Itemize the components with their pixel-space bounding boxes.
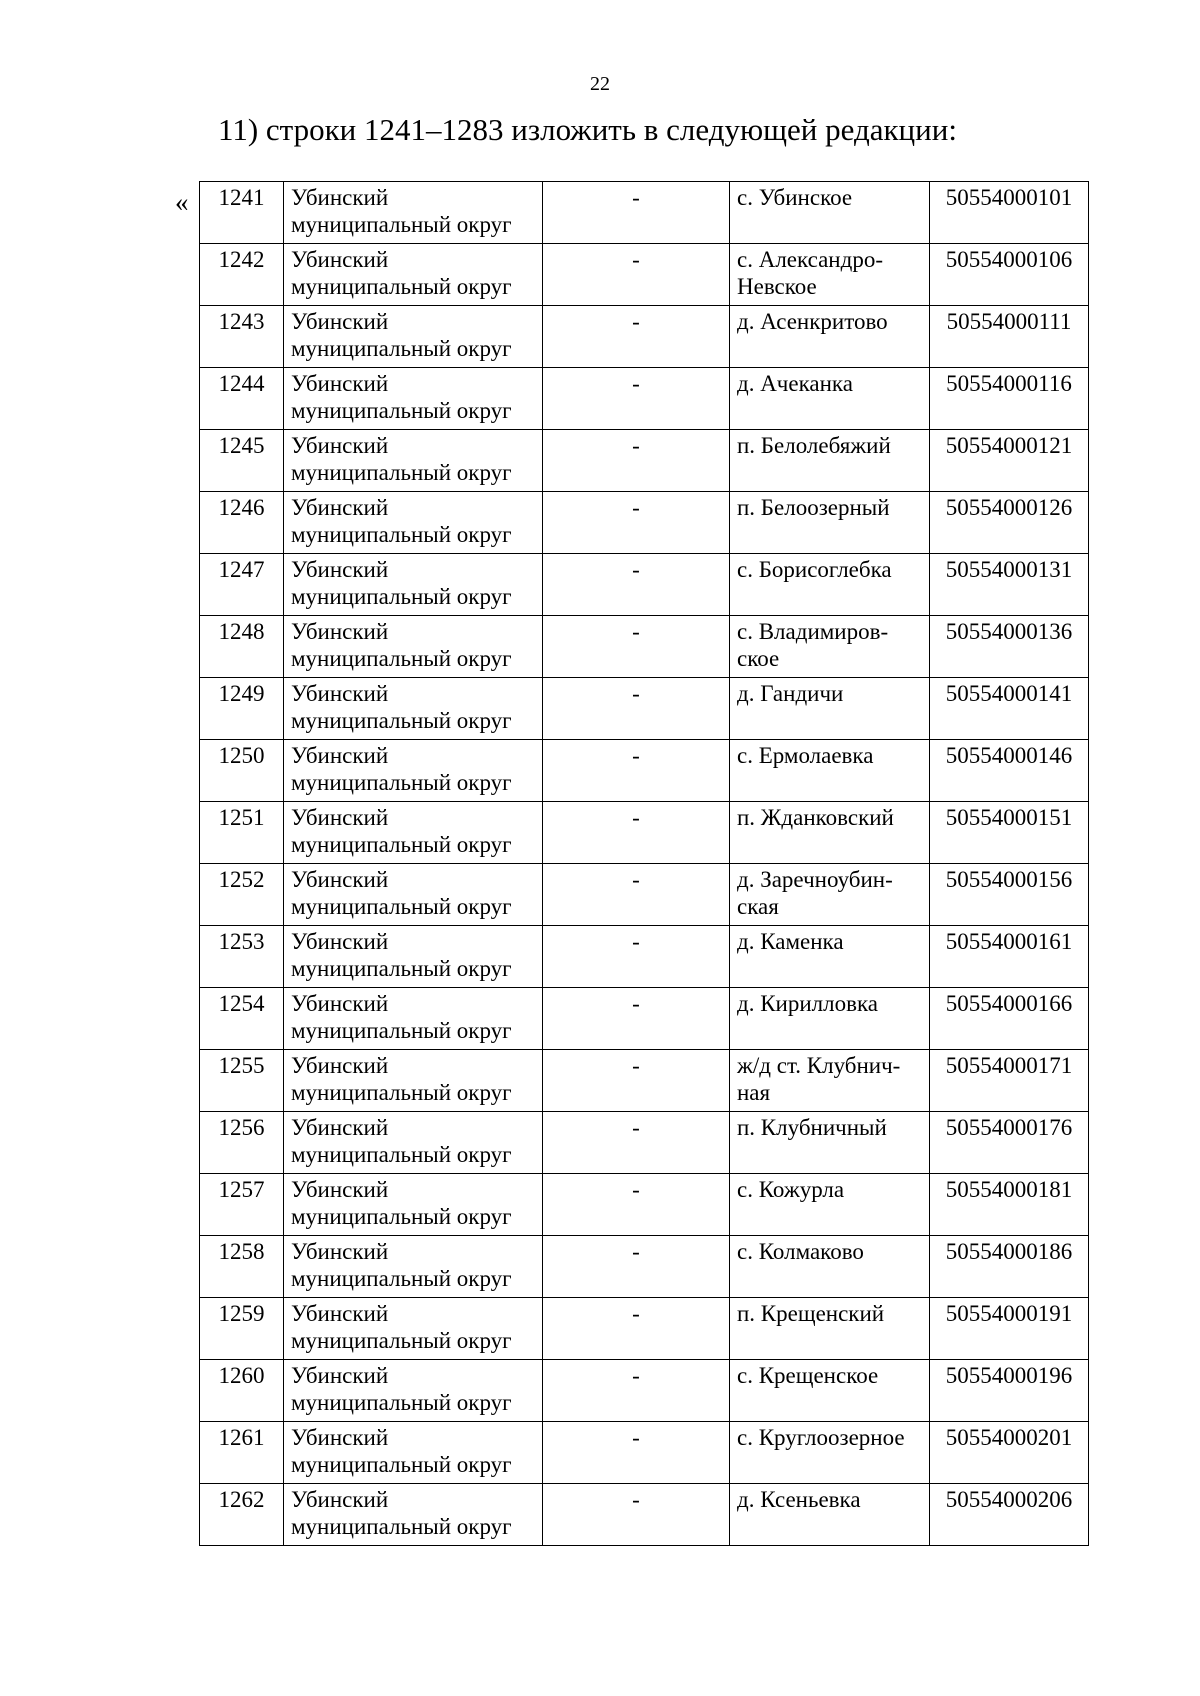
settlement-cell: п. Клубничный: [730, 1112, 930, 1174]
municipality-cell: Убинский муниципальный округ: [284, 678, 543, 740]
table-row: [200, 182, 1089, 244]
dash-cell: -: [543, 864, 730, 926]
dash-cell: -: [543, 926, 730, 988]
municipality-cell: Убинский муниципальный округ: [284, 864, 543, 926]
row-number: 1250: [200, 740, 284, 802]
row-number: 1258: [200, 1236, 284, 1298]
settlement-cell: с. Владимиров-ское: [730, 616, 930, 678]
table-row: [200, 926, 1089, 988]
row-number: 1262: [200, 1484, 284, 1546]
row-number: 1243: [200, 306, 284, 368]
row-number: 1249: [200, 678, 284, 740]
row-number: 1251: [200, 802, 284, 864]
table-row: [200, 1298, 1089, 1360]
code-cell: 50554000171: [930, 1050, 1089, 1112]
municipality-cell: Убинский муниципальный округ: [284, 306, 543, 368]
dash-cell: -: [543, 492, 730, 554]
settlement-cell: с. Борисоглебка: [730, 554, 930, 616]
dash-cell: -: [543, 554, 730, 616]
dash-cell: -: [543, 988, 730, 1050]
municipality-cell: Убинский муниципальный округ: [284, 1236, 543, 1298]
municipality-cell: Убинский муниципальный округ: [284, 1484, 543, 1546]
dash-cell: -: [543, 244, 730, 306]
municipality-cell: Убинский муниципальный округ: [284, 740, 543, 802]
code-cell: 50554000156: [930, 864, 1089, 926]
table-row: [200, 306, 1089, 368]
dash-cell: -: [543, 678, 730, 740]
municipality-cell: Убинский муниципальный округ: [284, 492, 543, 554]
municipality-cell: Убинский муниципальный округ: [284, 802, 543, 864]
municipality-cell: Убинский муниципальный округ: [284, 926, 543, 988]
settlements-table: [199, 181, 1089, 1546]
row-number: 1244: [200, 368, 284, 430]
code-cell: 50554000136: [930, 616, 1089, 678]
row-number: 1256: [200, 1112, 284, 1174]
table-row: [200, 244, 1089, 306]
code-cell: 50554000111: [930, 306, 1089, 368]
settlement-cell: д. Асенкритово: [730, 306, 930, 368]
settlement-cell: п. Белолебяжий: [730, 430, 930, 492]
table-row: [200, 492, 1089, 554]
dash-cell: -: [543, 1484, 730, 1546]
municipality-cell: Убинский муниципальный округ: [284, 182, 543, 244]
code-cell: 50554000106: [930, 244, 1089, 306]
code-cell: 50554000121: [930, 430, 1089, 492]
dash-cell: -: [543, 1112, 730, 1174]
dash-cell: -: [543, 1298, 730, 1360]
settlement-cell: с. Круглоозерное: [730, 1422, 930, 1484]
dash-cell: -: [543, 1422, 730, 1484]
municipality-cell: Убинский муниципальный округ: [284, 1298, 543, 1360]
municipality-cell: Убинский муниципальный округ: [284, 1174, 543, 1236]
code-cell: 50554000186: [930, 1236, 1089, 1298]
code-cell: 50554000146: [930, 740, 1089, 802]
municipality-cell: Убинский муниципальный округ: [284, 616, 543, 678]
dash-cell: -: [543, 1050, 730, 1112]
row-number: 1248: [200, 616, 284, 678]
row-number: 1259: [200, 1298, 284, 1360]
table-row: [200, 864, 1089, 926]
code-cell: 50554000161: [930, 926, 1089, 988]
settlement-cell: с. Крещенское: [730, 1360, 930, 1422]
table-row: [200, 1360, 1089, 1422]
code-cell: 50554000201: [930, 1422, 1089, 1484]
code-cell: 50554000131: [930, 554, 1089, 616]
settlement-cell: д. Ксеньевка: [730, 1484, 930, 1546]
code-cell: 50554000196: [930, 1360, 1089, 1422]
row-number: 1245: [200, 430, 284, 492]
code-cell: 50554000176: [930, 1112, 1089, 1174]
settlement-cell: с. Кожурла: [730, 1174, 930, 1236]
dash-cell: -: [543, 802, 730, 864]
table-row: [200, 1484, 1089, 1546]
amendment-heading: 11) строки 1241–1283 изложить в следующей редакции:: [218, 112, 957, 147]
table-row: [200, 988, 1089, 1050]
municipality-cell: Убинский муниципальный округ: [284, 988, 543, 1050]
code-cell: 50554000191: [930, 1298, 1089, 1360]
code-cell: 50554000126: [930, 492, 1089, 554]
row-number: 1241: [200, 182, 284, 244]
settlements-table-body: [200, 182, 1089, 1546]
row-number: 1242: [200, 244, 284, 306]
municipality-cell: Убинский муниципальный округ: [284, 554, 543, 616]
municipality-cell: Убинский муниципальный округ: [284, 368, 543, 430]
table-row: [200, 430, 1089, 492]
settlement-cell: с. Колмаково: [730, 1236, 930, 1298]
table-row: [200, 678, 1089, 740]
settlement-cell: ж/д ст. Клубнич-ная: [730, 1050, 930, 1112]
code-cell: 50554000181: [930, 1174, 1089, 1236]
row-number: 1246: [200, 492, 284, 554]
dash-cell: -: [543, 1236, 730, 1298]
municipality-cell: Убинский муниципальный округ: [284, 244, 543, 306]
table-row: [200, 802, 1089, 864]
row-number: 1247: [200, 554, 284, 616]
table-row: [200, 1422, 1089, 1484]
row-number: 1257: [200, 1174, 284, 1236]
municipality-cell: Убинский муниципальный округ: [284, 1422, 543, 1484]
settlement-cell: д. Ачеканка: [730, 368, 930, 430]
table-row: [200, 368, 1089, 430]
code-cell: 50554000151: [930, 802, 1089, 864]
code-cell: 50554000166: [930, 988, 1089, 1050]
settlement-cell: д. Гандичи: [730, 678, 930, 740]
table-row: [200, 1112, 1089, 1174]
code-cell: 50554000116: [930, 368, 1089, 430]
code-cell: 50554000141: [930, 678, 1089, 740]
settlement-cell: д. Кирилловка: [730, 988, 930, 1050]
settlement-cell: д. Каменка: [730, 926, 930, 988]
row-number: 1260: [200, 1360, 284, 1422]
row-number: 1261: [200, 1422, 284, 1484]
table-row: [200, 1050, 1089, 1112]
settlement-cell: п. Белоозерный: [730, 492, 930, 554]
dash-cell: -: [543, 740, 730, 802]
row-number: 1255: [200, 1050, 284, 1112]
page-number: 22: [590, 73, 610, 95]
settlement-cell: п. Крещенский: [730, 1298, 930, 1360]
row-number: 1253: [200, 926, 284, 988]
table-row: [200, 616, 1089, 678]
settlement-cell: с. Ермолаевка: [730, 740, 930, 802]
opening-quote-mark: «: [175, 187, 189, 217]
municipality-cell: Убинский муниципальный округ: [284, 430, 543, 492]
table-row: [200, 1174, 1089, 1236]
code-cell: 50554000101: [930, 182, 1089, 244]
dash-cell: -: [543, 430, 730, 492]
settlement-cell: с. Убинское: [730, 182, 930, 244]
row-number: 1254: [200, 988, 284, 1050]
settlement-cell: с. Александро-Невское: [730, 244, 930, 306]
dash-cell: -: [543, 182, 730, 244]
settlement-cell: д. Заречноубин-ская: [730, 864, 930, 926]
dash-cell: -: [543, 616, 730, 678]
dash-cell: -: [543, 1360, 730, 1422]
table-row: [200, 554, 1089, 616]
municipality-cell: Убинский муниципальный округ: [284, 1360, 543, 1422]
settlement-cell: п. Жданковский: [730, 802, 930, 864]
municipality-cell: Убинский муниципальный округ: [284, 1050, 543, 1112]
row-number: 1252: [200, 864, 284, 926]
table-row: [200, 1236, 1089, 1298]
code-cell: 50554000206: [930, 1484, 1089, 1546]
dash-cell: -: [543, 368, 730, 430]
table-row: [200, 740, 1089, 802]
dash-cell: -: [543, 1174, 730, 1236]
dash-cell: -: [543, 306, 730, 368]
municipality-cell: Убинский муниципальный округ: [284, 1112, 543, 1174]
